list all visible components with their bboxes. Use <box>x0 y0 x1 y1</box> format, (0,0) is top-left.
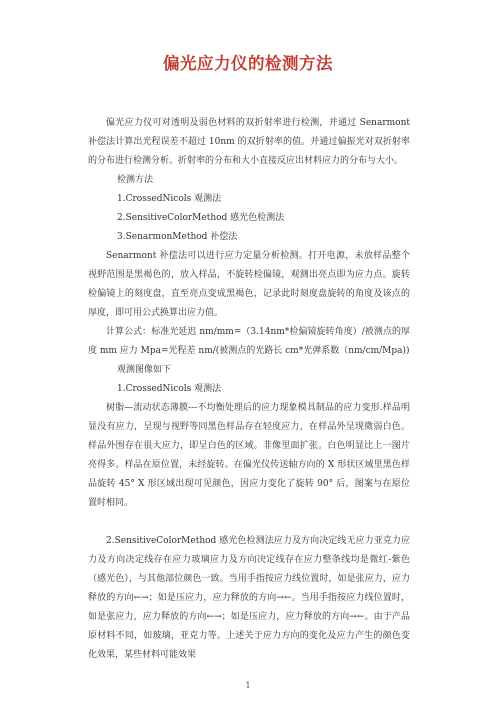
list-item-method-2: 2.SensitiveColorMethod 感光色检测法 <box>117 213 285 223</box>
page-title: 偏光应力仪的检测方法 <box>163 54 333 73</box>
document-body <box>88 114 410 665</box>
list-item-method-1: 1.CrossedNicols 观测法 <box>117 194 222 204</box>
paragraph-crossed-nicols: 树脂—流动状态薄膜---不均衡处理后的应力现象模具制品的应力变形.样品明显没有应力，呈现与视野等同黑色样品存在轻度应力，在样品外呈现微弱白色。样品外围存在很大应力，即呈白色的区域。非像里面扩张。白色明显比上一图片亮得多。样品在原位置，未经旋转。在偏光仪传送轴方向的 X 形状区域里黑色样品旋转 45° X 形区域出现可见颜色，因应力变化了旋转 90° 后，图案与在原位置时相同。 <box>88 403 410 508</box>
paragraph-formula: 计算公式：标准光延迟 nm/mm=（3.14nm*检偏镜旋转角度）/被测点的厚度 mm 应力 Mpa=光程差 nm/(被测点的光路长 cm*光弹系数（nm/cm/Mpa)) <box>88 327 410 356</box>
paragraph-intro: 偏光应力仪可对透明及弱色材料的双折射率进行检测，并通过 Senarmont 补偿法计算出光程误差不超过 10nm 的双折射率的值。并通过偏振光对双折射率的分布进行检测分析。折射率的分布和大小直接反应出材料应力的分布与大小。 <box>88 118 410 166</box>
subheading-crossed-nicols: 1.CrossedNicols 观测法 <box>117 384 222 394</box>
paragraph-senarmont: Senarmont 补偿法可以进行应力定量分析检测。打开电源，未放样品整个视野范围是黑褐色的，放入样品，不旋转检偏镜，观测出亮点即为应力点。旋转检偏镜上的刻度盘，直至亮点变成黑褐色，记录此时刻度盘旋转的角度及该点的厚度，即可用公式换算出应力值。 <box>88 251 410 318</box>
page-number: 1 <box>245 681 251 690</box>
paragraph-observation-heading: 观测图像如下 <box>117 365 172 375</box>
paragraph-sensitive-color: 2.SensitiveColorMethod 感光色检测法应力及方向决定线无应力亚克力应力及方向决定线存在应力玻璃应力及方向决定线存在应力整条线均是微红-紫色（感光色），与其他部位颜色一致。当用手指按应力线位置时，如是张应力，应力释放的方向←→；如是压应力，应力释放的方向→←。当用手指按应力线位置时，如是张应力，应力释放的方向←→；如是压应力，应力释放的方向→←。由于产品原材料不同，如玻璃，亚克力等。上述关于应力方向的变化及应力产生的颜色变化效果，某些材料可能效果 <box>88 536 410 660</box>
list-heading-methods: 检测方法 <box>117 175 154 185</box>
list-item-method-3: 3.SenarmonMethod 补偿法 <box>117 232 238 242</box>
